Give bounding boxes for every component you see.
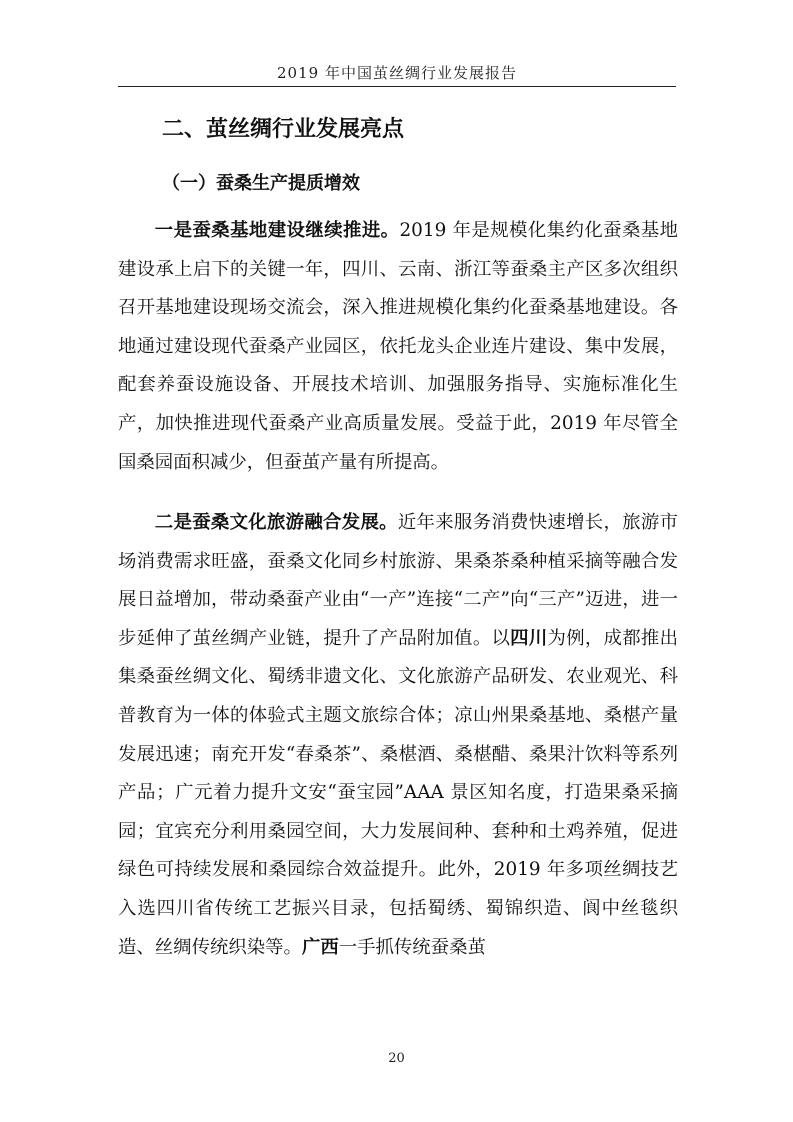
paragraph-body: 一手抓传统蚕桑茧 (338, 936, 486, 958)
header-divider (118, 86, 676, 87)
paragraph-culture-tourism (118, 504, 678, 967)
paragraph-body: 近年来服务消费快速增长，旅游市场消费需求旺盛，蚕桑文化同乡村旅游、果桑茶桑种植采摘等融合发展日益增加，带动桑蚕产业由“一产”连接“二产”向“三产”迈进，进一步延伸了茧丝绸产业链，提升了产品附加值。以 (118, 512, 678, 649)
region-highlight-sichuan: 四川 (510, 627, 548, 649)
running-header: 2019 年中国茧丝绸行业发展报告 (277, 64, 517, 82)
paragraph-lead: 一是蚕桑基地建设继续推进。 (154, 220, 400, 241)
paragraph-lead: 二是蚕桑文化旅游融合发展。 (154, 512, 398, 533)
section-heading: 二、茧丝绸行业发展亮点 (162, 117, 405, 142)
page-number: 20 (388, 1051, 405, 1066)
region-highlight-guangxi: 广西 (301, 936, 339, 958)
paragraph-body: 2019 年是规模化集约化蚕桑基地建设承上启下的关键一年，四川、云南、浙江等蚕桑主产区多次组织召开基地建设现场交流会，深入推进规模化集约化蚕桑基地建设。各地通过建设现代蚕桑产业园区，依托龙头企业连片建设、集中发展，配套养蚕设施设备、开展技术培训、加强服务指导、实施标准化生产，加快推进现代蚕桑产业高质量发展。受益于此，2019 年尽管全国桑园面积减少，但蚕茧产量有所提高。 (118, 220, 678, 473)
subsection-heading: （一）蚕桑生产提质增效 (162, 173, 360, 194)
paragraph-body: 为例，成都推出集桑蚕丝绸文化、蜀绣非遗文化、文化旅游产品研发、农业观光、科普教育为一体的体验式主题文旅综合体；凉山州果桑基地、桑椹产量发展迅速；南充开发“春桑茶”、桑椹酒、桑椹醋、桑果汁饮料等系列产品；广元着力提升文安“蚕宝园”AAA 景区知名度，打造果桑采摘园；宜宾充分利用桑园空间，大力发展间种、套种和土鸡养殖，促进绿色可持续发展和桑园综合效益提升。此外，2019 年多项丝绸技艺入选四川省传统工艺振兴目录，包括蜀绣、蜀锦织造、阆中丝毯织造、丝绸传统织染等。 (118, 627, 678, 958)
paragraph-base-construction (118, 212, 678, 482)
